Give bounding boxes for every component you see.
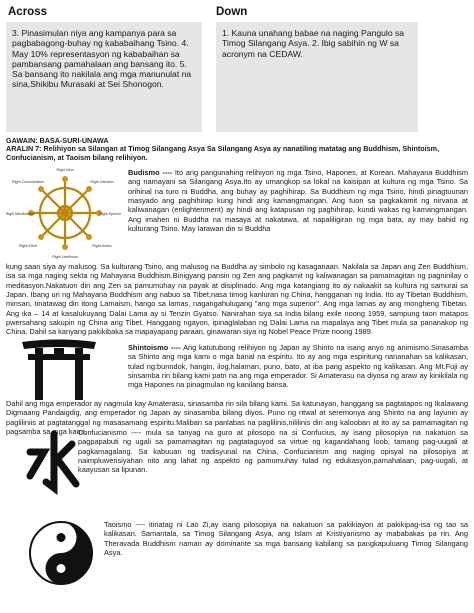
across-heading: Across: [8, 6, 47, 18]
down-clues: 1. Kauna unahang babae na naging Pangulo sa Timog Silangang Asya. 2. Ibig sabihin ng W sa acronym na CEDAW.: [222, 28, 405, 59]
across-clues: 3. Pinasimulan niya ang kampanya para sa pagbabagong-buhay ng kababaihang Tsino. 4. May 10% representasyon ng kababaihan sa pambansang pamahalaan ang bansang ito. 5. Sa bansang ito nakilala ang mga manunulat na sina,Shikibu Murasaki at Sei Shonogon.: [12, 28, 192, 90]
taoism-paragraph: [104, 520, 468, 557]
wheel-label: Right View: [56, 168, 74, 172]
wheel-label: Right Concentration: [12, 180, 44, 184]
confucianism-text: mula sa tanyag na guro at pilosopo na si Confucius, ay isang pilosopiya na nakatuon sa pagpapabuti ng ugali sa pamamagitan ng pagtataguyod sa virtue ng kagandahang loob, tamang pag-uugali at pagkamagalang. Sa kabuuan ng tradisyunal na China, Confucianism ang naging opisyal na pilosopiya at naimpluwensiyahan nito ang lahat ng aspekto ng pamumuhay tulad ng edukasyon,pamahalaan, pag-uugali, at kaayusan sa lipunan.: [78, 428, 468, 475]
down-clues-box: [216, 22, 418, 132]
across-clues-box: [6, 22, 202, 132]
yin-yang-icon: [28, 520, 94, 586]
water-kanji-icon: [24, 430, 80, 496]
wheel-label: Right Action: [92, 244, 112, 248]
torii-gate-icon: [20, 338, 98, 400]
wheel-label: Right Livelihood: [52, 255, 78, 259]
taoism-text: itinatag ni Lao Zi,ay isang pilosopiya na nakatuon sa pakikiayon at pakikipag-isa ng tao sa kalikasan. Samantala, sa Timog Silangang Asya, ang Islam at Kristiyanismo ay mababakas pa rin. Ang Theravada Buddhism naman ay dominante sa mga bansang kabilang sa pangkapuluang Timog Silangang Asya.: [104, 520, 469, 558]
activity-title: GAWAIN: BASA-SURI-UNAWA: [6, 136, 109, 145]
taoism-label: Taoismo ----: [104, 520, 146, 529]
shintoism-paragraph-top: [128, 343, 468, 390]
buddhism-paragraph-rest: kung saan siya ay malusog. Sa kulturang Tsino, ang malusog na Buddha ay simbolo ng kasaganaan. Nakilala sa Japan ang Zen Buddhism, isa sa mga naging sekta ng Mahayana Buddhism.Binigyang pansin ng Zen ang pagkamit ng kaliwanagan sa pamamagitan ng pagninilay o meditasyon.Nakatuon din ang Zen sa pamumuhay na payak at disiplinado. Ang mga katangiang ito ay nakaakit sa kultura ng samurai sa Japan. Ibang uri ng Mahayana Buddhism ang nabuo sa Tibet,nasa timog kanluran ng China, hangganan ng India. Ito ay Tibetan Buddhism, minsan, tinatawag din itong Lamaism, hango sa lamas, nagangahulugang "ang mga superior". Ang mga lamas ay ang mongheng Tibetan. Ang ika – 14 at kasalukuyang Dalai Lama ay si Tenzin Gyatso. Nanirahan siya sa India bilang exile noong 1959, sampung taon matapos pwersahang sakupin ng China ang Tibet. Hanggang ngayon, ipinaglalaban ng Dalai Lama na mapalaya ang Tibet mula sa pananakop ng China. Dahil sa kanyang pakikibaka sa mapayapang paraan, ginawaran siya ng Nobel Peace Prize noong 1989.: [6, 262, 468, 337]
shintoism-paragraph-rest: Dahil ang mga emperador ay nagmula kay Amaterasu, sinasamba rin sila bilang kami. Sa katunayan, hanggang sa pagtatapos ng Ikalawang Digmaang Pandaigdig, ang emperador ng Japan ay sinasamba bilang diyos. Puno ng ritwal at seremonya ang Shinto na ang layunin ay pagliliniis at pagtatanggal ng masasamang espiritu.Maliban sa panlabas na paglilinis,nililinis din ang kalooban at ito ay sa pamamagitan ng pagsamba sa mga kami.: [6, 399, 468, 437]
confucianism-label: Confucianismo ----: [78, 428, 142, 437]
wheel-label: Right Mindfulness: [6, 212, 35, 216]
wheel-label: Right Effort: [19, 244, 37, 248]
buddhism-label: Budismo ----: [128, 168, 173, 177]
buddhism-text-top: Ito ang pangunahing relihiyon ng mga Tsino, Hapones, at Korean. Mahayana Buddhism ang namayani sa Silangang Asya.Ito ay umangkop sa lokal na kaisipan at kultura ng mga Tsino. Sa orihinal na turo ni Buddha, ang buhay ay paghihirap. Sa Buddhism ng mga Tsino, hindi pinagtuunan masyado ang paghihirap kung hindi ang kamangmangan. Ang tuon sa pagkakamit ng nirvana at kaliwanagan (enlightenment) ay hindi ang katapusan ng paghihirap, kundi wakas ng kamangmangan. Ang imahen ni Buddha na masaya at nakatawa, at napaliligiran ng mga bata, ay may bahid ng kulturang Tsino. May larawan din si Buddha: [128, 168, 468, 234]
wheel-label: Right Intention: [90, 180, 114, 184]
shintoism-text-top: Ang katutubong relihiyon ng Japan ay Shinto na isang anyo ng animismo.Sinasamba sa Shinto ang mga kami o mga banal na espiritu. Ito ay ang mga espiritung nananahan sa kalikasan, tulad ng:bunndok, hangin, ilog,halaman, puno, bato, at iba pang aspekto ng kalikasan. Ang Mt.Fuji ay sinsamba rin bilang kami patri na ang mga emperador. Si Amaterasu na diyosa ng araw ay kinikilala ng mga Hapones na pinagmulan ng kanilang bansa.: [128, 343, 468, 390]
confucianism-paragraph: [78, 428, 468, 475]
wheel-label: Right Speech: [99, 212, 121, 216]
shintoism-label: Shintoismo ----: [128, 343, 181, 352]
down-heading: Down: [216, 6, 248, 18]
buddhism-paragraph-top: [128, 168, 468, 233]
lesson-title: ARALIN 7: Relihiyon sa Silangan at Timog Silangang Asya Sa Silangang Asya ay nanatiling matatag ang Buddhism, Shintoism, Confucianism, at Taoism bilang relihiyon.: [6, 144, 440, 162]
dharma-wheel-icon: [6, 165, 124, 260]
